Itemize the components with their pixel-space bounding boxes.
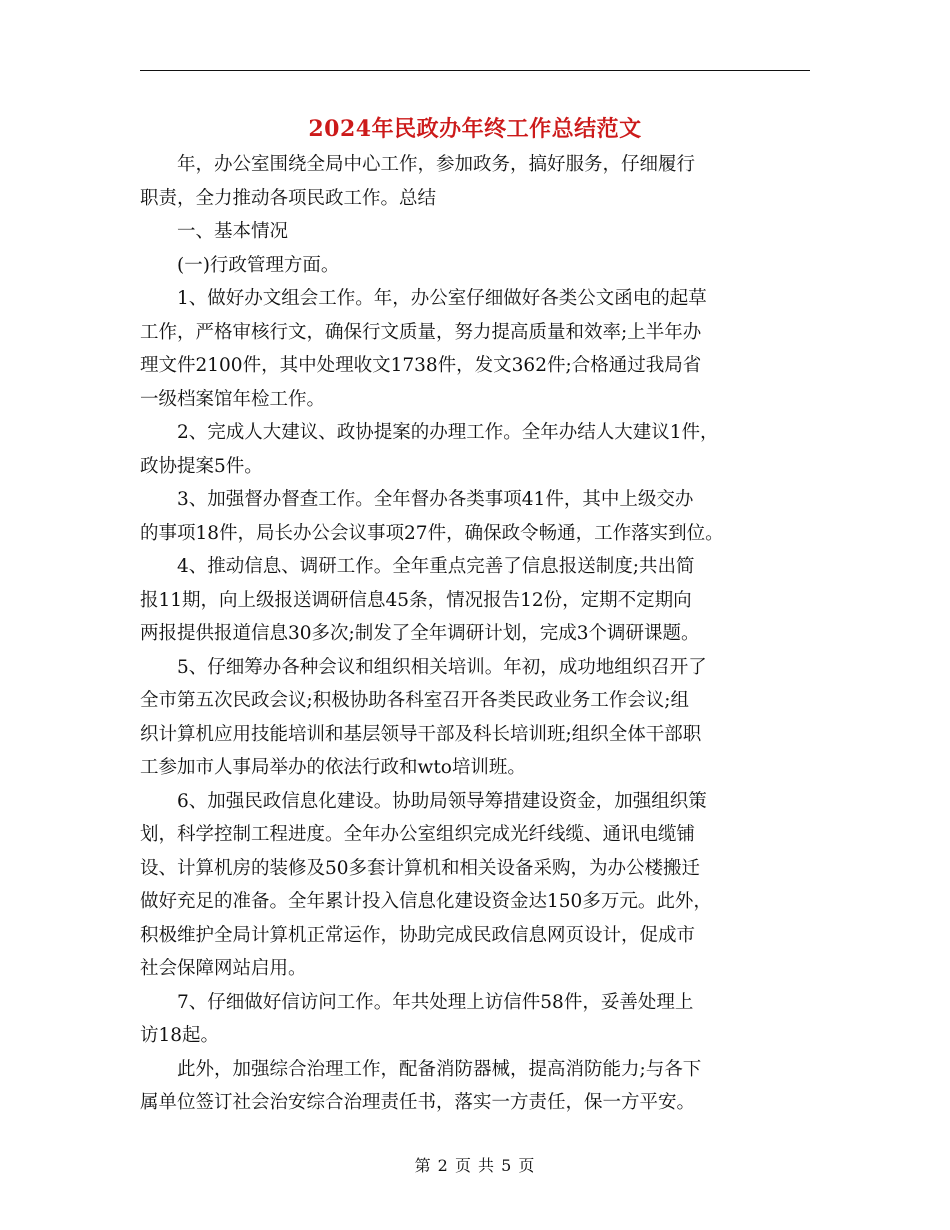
text-line: 社会保障网站启用。 — [140, 958, 307, 979]
text-line: 职责，全力推动各项民政工作。总结 — [140, 187, 437, 209]
text-line: 织计算机应用技能培训和基层领导干部及科长培训班;组织全体干部职 — [140, 723, 702, 745]
text-line: 划，科学控制工程进度。全年办公室组织完成光纤线缆、通讯电缆铺 — [140, 824, 696, 845]
header-rule — [140, 70, 810, 71]
text-line: 一级档案馆年检工作。 — [140, 388, 326, 410]
text-line: 3、加强督办督查工作。全年督办各类事项41件，其中上级交办 — [140, 489, 694, 510]
text-line: 7、仔细做好信访问工作。年共处理上访信件58件，妥善处理上 — [140, 991, 694, 1013]
page-number: 第 2 页 共 5 页 — [414, 1156, 536, 1175]
text-line: 做好充足的准备。全年累计投入信息化建设资金达150多万元。此外， — [140, 891, 712, 912]
paragraph — [140, 483, 830, 550]
paragraph — [140, 282, 830, 416]
text-line: (一)行政管理方面。 — [140, 254, 340, 276]
paragraph — [140, 1053, 830, 1120]
text-line: 此外，加强综合治理工作，配备消防器械，提高消防能力;与各下 — [140, 1058, 702, 1080]
paragraph — [140, 986, 830, 1053]
text-line: 积极维护全局计算机正常运作，协助完成民政信息网页设计，促成市 — [140, 924, 696, 946]
text-line: 工作，严格审核行文，确保行文质量，努力提高质量和效率;上半年办 — [140, 321, 702, 343]
text-line: 两报提供报道信息30多次;制发了全年调研计划，完成3个调研课题。 — [140, 623, 700, 644]
text-line: 4、推动信息、调研工作。全年重点完善了信息报送制度;共出简 — [140, 556, 695, 577]
paragraph — [140, 148, 830, 215]
text-line: 报11期，向上级报送调研信息45条，情况报告12份，定期不定期向 — [140, 589, 692, 611]
paragraph — [140, 249, 830, 283]
text-line: 属单位签订社会治安综合治理责任书，落实一方责任，保一方平安。 — [140, 1092, 696, 1113]
document-title: 2024年民政办年终工作总结范文 — [308, 116, 642, 142]
text-line: 设、计算机房的装修及50多套计算机和相关设备采购，为办公楼搬迁 — [140, 857, 701, 879]
text-line: 全市第五次民政会议;积极协助各科室召开各类民政业务工作会议;组 — [140, 690, 689, 711]
paragraph — [140, 785, 830, 986]
text-line: 工参加市人事局举办的依法行政和wto培训班。 — [140, 757, 526, 778]
document-body — [140, 148, 830, 1120]
text-line: 6、加强民政信息化建设。协助局领导筹措建设资金，加强组织策 — [140, 790, 707, 812]
text-line: 政协提案5件。 — [140, 455, 263, 477]
text-line: 1、做好办文组会工作。年，办公室仔细做好各类公文函电的起草 — [140, 288, 707, 309]
text-line: 5、仔细筹办各种会议和组织相关培训。年初，成功地组织召开了 — [140, 656, 707, 678]
text-line: 访18起。 — [140, 1025, 220, 1046]
text-line: 2、完成人大建议、政协提案的办理工作。全年办结人大建议1件， — [140, 422, 719, 443]
text-line: 年，办公室围绕全局中心工作，参加政务，搞好服务，仔细履行 — [140, 154, 696, 175]
paragraph — [140, 550, 830, 651]
text-line: 理文件2100件，其中处理收文1738件，发文362件;合格通过我局省 — [140, 355, 702, 376]
paragraph — [140, 416, 830, 483]
paragraph — [140, 651, 830, 785]
text-line: 一、基本情况 — [140, 221, 289, 242]
paragraph — [140, 215, 830, 249]
text-line: 的事项18件，局长办公会议事项27件，确保政令畅通，工作落实到位。 — [140, 522, 724, 544]
